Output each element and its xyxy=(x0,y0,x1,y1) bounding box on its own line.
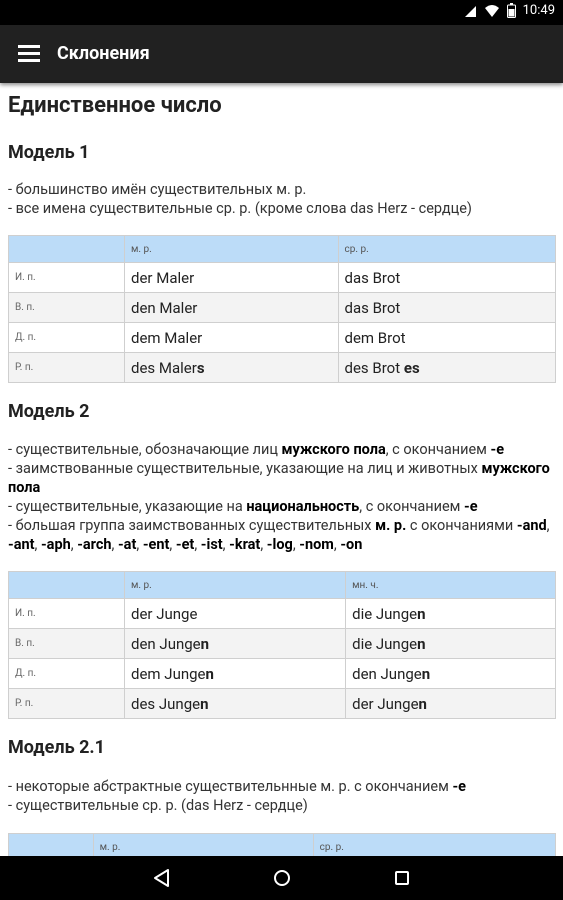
declension-cell: des Jungen xyxy=(125,689,346,719)
case-label: Д. п. xyxy=(9,323,125,353)
case-label: Р. п. xyxy=(9,689,125,719)
app-bar xyxy=(0,25,563,83)
page-heading: Единственное число xyxy=(8,93,222,118)
back-icon[interactable] xyxy=(150,866,174,890)
declension-table xyxy=(8,235,556,383)
declension-cell: den Maler xyxy=(125,293,339,323)
table-row xyxy=(9,353,556,383)
table-row xyxy=(9,599,556,629)
column-header xyxy=(9,572,125,599)
table-row xyxy=(9,263,556,293)
table-row xyxy=(9,323,556,353)
navigation-bar xyxy=(0,856,563,900)
column-header: м. р. xyxy=(125,572,346,599)
model-title: Модель 2 xyxy=(8,401,90,422)
declension-table xyxy=(8,571,556,719)
case-label: В. п. xyxy=(9,629,125,659)
declension-cell: dem Maler xyxy=(125,323,339,353)
declension-cell: die Jungen xyxy=(346,629,556,659)
table-row xyxy=(9,659,556,689)
declension-cell: den Jungen xyxy=(125,629,346,659)
declension-cell: der Junge xyxy=(125,599,346,629)
content-scroll[interactable] xyxy=(0,83,563,856)
column-header: ср. р. xyxy=(338,236,556,263)
declension-table xyxy=(8,833,556,856)
declension-cell: dem Jungen xyxy=(125,659,346,689)
case-label: И. п. xyxy=(9,599,125,629)
model-2-1-section xyxy=(8,737,556,758)
app-title: Склонения xyxy=(57,43,150,64)
recents-icon[interactable] xyxy=(390,866,414,890)
declension-cell: der Maler xyxy=(125,263,339,293)
column-header: м. р. xyxy=(125,236,339,263)
model-description: - большинство имён существительных м. р. - все имена существительные ср. р. (кроме слова das Herz - сердце) xyxy=(8,181,472,217)
model-title: Модель 1 xyxy=(8,142,90,163)
declension-cell: des Brot es xyxy=(338,353,556,383)
column-header xyxy=(9,834,94,857)
case-label: Р. п. xyxy=(9,353,125,383)
column-header: м. р. xyxy=(93,834,313,857)
model-2-desc xyxy=(8,440,556,554)
case-label: Д. п. xyxy=(9,659,125,689)
model-title: Модель 2.1 xyxy=(8,737,105,758)
table-row xyxy=(9,689,556,719)
model-2-table-wrap xyxy=(8,571,556,719)
declension-cell: das Brot xyxy=(338,293,556,323)
model-2-section xyxy=(8,401,556,422)
menu-icon[interactable] xyxy=(18,45,40,63)
declension-cell: das Brot xyxy=(338,263,556,293)
battery-icon xyxy=(507,3,516,18)
clock: 10:49 xyxy=(522,3,555,18)
column-header: мн. ч. xyxy=(346,572,556,599)
home-icon[interactable] xyxy=(270,866,294,890)
wifi-icon xyxy=(484,4,500,18)
table-row xyxy=(9,629,556,659)
model-1-table-wrap xyxy=(8,235,556,383)
table-row xyxy=(9,293,556,323)
signal-icon xyxy=(463,4,477,18)
model-2-1-table-wrap xyxy=(8,833,556,856)
column-header: ср. р. xyxy=(313,834,555,857)
declension-cell: des Malers xyxy=(125,353,339,383)
declension-cell: dem Brot xyxy=(338,323,556,353)
case-label: И. п. xyxy=(9,263,125,293)
model-description: - существительные, обозначающие лиц мужского пола, с окончанием -e - заимствованные существительные, указающие на лиц и животных мужского пола - существительные, указающие на национальность, с окончанием -e - большая группа заимствованных существительных м. р. с окончаниями -and, -ant, -aph, -arch, -at, -ent, -et, -ist, -krat, -log, -nom, -on xyxy=(8,441,550,553)
model-1-section xyxy=(8,142,556,163)
declension-cell: die Jungen xyxy=(346,599,556,629)
column-header xyxy=(9,236,125,263)
case-label: В. п. xyxy=(9,293,125,323)
status-icons xyxy=(463,3,555,18)
model-1-desc xyxy=(8,180,556,218)
declension-cell: den Jungen xyxy=(346,659,556,689)
model-2-1-desc xyxy=(8,777,556,815)
model-description: - некоторые абстрактные существительнные м. р. с окончанием -e - существительные ср. р. (das Herz - сердце) xyxy=(8,778,466,814)
status-bar xyxy=(0,0,563,25)
declension-cell: der Jungen xyxy=(346,689,556,719)
